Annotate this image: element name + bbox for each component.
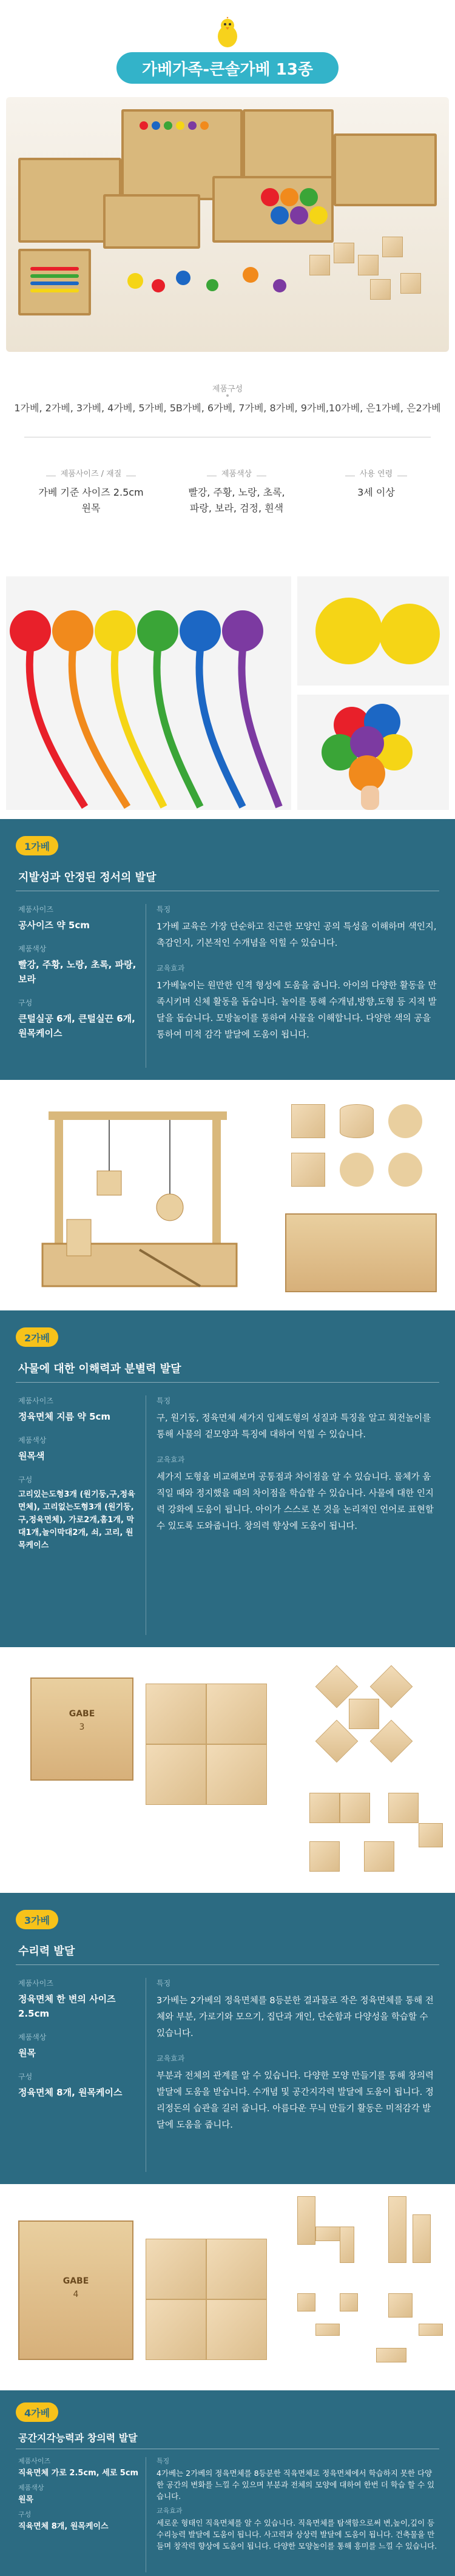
gabe1-description: 특징 1가베 교육은 가장 단순하고 친근한 모양인 공의 특성을 이해하며 색인지, 촉감인지, 기본적인 수개념을 익힐 수 있습니다. 교육효과 1가베놀이는 원만한 인격 형성에 도움을 줍니다. 아이의 다양한 활동을 만족시키며 신체 활동을 돕습니다. 놀이를 통해 수개념,방향,도형 등 지적 발달을 돕습니다. 모방놀이를 통하여 사물을 이해합니다. 다양한 색의 공을 통하여 미적 감각 발달에 도움이 됩니다. <box>157 905 437 1040</box>
yarn-balls-photo <box>6 576 291 810</box>
gabe4-title: 공간지각능력과 창의력 발달 <box>18 2432 138 2444</box>
face-build <box>376 2348 406 2362</box>
gabe4-chip: 4가베 <box>16 2402 58 2422</box>
cylinder-piece <box>340 1104 374 1138</box>
cube-piece <box>291 1104 325 1138</box>
gabe2-box <box>285 1213 437 1292</box>
sphere-piece <box>388 1104 422 1138</box>
divider <box>16 1382 439 1383</box>
spec-size-material: 제품사이즈 / 재질 가베 기준 사이즈 2.5cm 원목 <box>38 470 144 514</box>
gabe2-specs: 제품사이즈 정육면체 지름 약 5cm 제품색상 원목색 구성 고리있는도형3개 (원기둥,구,정육면체), 고리없는도형3개 (원기둥,구,정육면체), 가로2개,홈1개, 막대1개,놀이막대2개, 쇠, 고리, 원목케이스 <box>18 1397 135 1550</box>
pattern-cube <box>419 1823 443 1847</box>
hero-product-photo <box>6 97 449 352</box>
gabe3-box: GABE 3 <box>30 1677 133 1781</box>
spec-age: 사용 연령 3세 이상 <box>322 467 431 501</box>
gabe2-chip: 2가베 <box>16 1327 58 1347</box>
disc-piece <box>388 1153 422 1187</box>
cube-piece <box>146 1744 206 1805</box>
chair-build <box>340 2227 354 2263</box>
gabe2-title: 사물에 대한 이해력과 분별력 발달 <box>18 1363 181 1375</box>
yarn-balls-hand-photo <box>297 695 449 810</box>
gabe2-description: 특징 구, 원기둥, 정육면체 세가지 입체도형의 성질과 특징을 알고 회전놀이를 통해 사물의 겉모양과 특징에 대하여 익힐 수 있습니다. 교육효과 세가지 도형을 비교해보며 공통점과 차이점을 알 수 있습니다. 물체가 움직일 때와 정지했을 때의 차이점을 학습할 수 있습니다. 사물에 대한 인지력 강화에 도움이 됩니다. 아이가 스스로 본 것을 논리적인 언어로 표현할 수 있도록 도와줍니다. 창의력 향상에 도움이 됩니다. <box>157 1397 434 1531</box>
pattern-cube <box>340 1793 370 1823</box>
brick-piece <box>206 2239 267 2299</box>
gabe1-chip: 1가베 <box>16 836 58 855</box>
gabe1-title: 지발성과 안정된 정서의 발달 <box>18 871 157 884</box>
tower-build <box>388 2196 406 2263</box>
gabe1-info-panel <box>0 819 455 1080</box>
face-build <box>297 2293 315 2311</box>
gabe3-title: 수리력 발달 <box>18 1945 75 1958</box>
gabe2-photo-section <box>0 1080 455 1310</box>
pattern-cube <box>349 1699 379 1729</box>
dot-divider <box>226 394 229 397</box>
hero-section <box>0 0 455 564</box>
cube-piece <box>291 1153 325 1187</box>
face-build <box>340 2293 358 2311</box>
gabe2-info-panel <box>0 1310 455 1647</box>
cube-piece <box>146 1684 206 1744</box>
gabe1-photo-section <box>0 564 455 819</box>
spec-colors: 제품색상 빨강, 주황, 노랑, 초록, 파랑, 보라, 검정, 흰색 <box>188 470 285 514</box>
face-build <box>388 2293 413 2318</box>
disc-piece <box>340 1153 374 1187</box>
yarn-ball-closeup-photo <box>297 576 449 686</box>
face-build <box>419 2324 443 2336</box>
cube-piece <box>206 1744 267 1805</box>
gabe3-description: 특징 3가베는 2가베의 정육면체를 8등분한 결과물로 작은 정육면체를 통해 전체와 부분, 가로기와 모으기, 집단과 개인, 단순함과 다양성을 학습할 수 있습니다. 교육효과 부분과 전체의 관계를 알 수 있습니다. 다양한 모양 만들기를 통해 창의력 발달에 도움을 받습니다. 수개념 및 공간지각력 발달에 도움이 됩니다. 정리정돈의 습관을 길러 줍니다. 아름다운 무늬 만들기 활동은 미적감각 발달에 도움을 줍니다. <box>157 1979 434 2130</box>
components-label: 제품구성 <box>212 385 243 394</box>
gabe3-chip: 3가베 <box>16 1910 58 1929</box>
brick-piece <box>146 2299 206 2360</box>
pattern-cube <box>309 1841 340 1872</box>
brick-piece <box>146 2239 206 2299</box>
cube-piece <box>206 1684 267 1744</box>
gabe4-specs: 제품사이즈 직육면체 가로 2.5cm, 세로 5cm 제품색상 원목 구성 직육면체 8개, 원목케이스 <box>18 2457 139 2531</box>
gabe3-specs: 제품사이즈 정육면체 한 변의 사이즈 2.5cm 제품색상 원목 구성 정육면체 8개, 원목케이스 <box>18 1979 123 2098</box>
face-build <box>315 2324 340 2336</box>
chick-icon <box>214 17 241 49</box>
product-title: 가베가족-큰솔가베 13종 <box>116 52 339 84</box>
gabe3-photo-section <box>0 1647 455 1893</box>
pattern-cube <box>309 1793 340 1823</box>
gabe4-description: 특징 4가베는 2가베의 정육면체를 8등분한 직육면체로 정육면체에서 학습하지 못한 다양한 공간의 변화를 느낄 수 있으며 부분과 전체의 모양에 대하여 한번 더 학습 할 수 있습니다. 교육효과 세로운 형태인 직육면체를 알 수 있습니다. 직육면체를 탐색함으로써 변,높이,깊이 등 수리능력 발달에 도움이 됩니다. 사고력과 상상력 발달에 도움이 됩니다. 건축물을 만들며 창작력 향상에 도움이 됩니다. 다양한 모양놀이를 통해 흥미를 느낄 수 있습니다. <box>157 2457 437 2551</box>
divider <box>16 1964 439 1965</box>
tower-build <box>413 2214 431 2263</box>
gabe4-box: GABE 4 <box>18 2220 133 2360</box>
gabe4-photo-section <box>0 2184 455 2390</box>
chair-build <box>297 2196 315 2245</box>
gabe4-info-panel <box>0 2390 455 2576</box>
pattern-cube <box>388 1793 419 1823</box>
pattern-cube <box>364 1841 394 1872</box>
brick-piece <box>206 2299 267 2360</box>
gabe2-frame-photo <box>18 1104 261 1298</box>
components-list: 1가베, 2가베, 3가베, 4가베, 5가베, 5B가베, 6가베, 7가베, 8가베, 9가베,10가베, 은1가베, 은2가베 <box>14 402 441 414</box>
gabe1-specs: 제품사이즈 공사이즈 약 5cm 제품색상 빨강, 주황, 노랑, 초록, 파랑, 보라 구성 큰털실공 6개, 큰털실끈 6개, 원목케이스 <box>18 905 136 1039</box>
gabe3-info-panel <box>0 1893 455 2184</box>
